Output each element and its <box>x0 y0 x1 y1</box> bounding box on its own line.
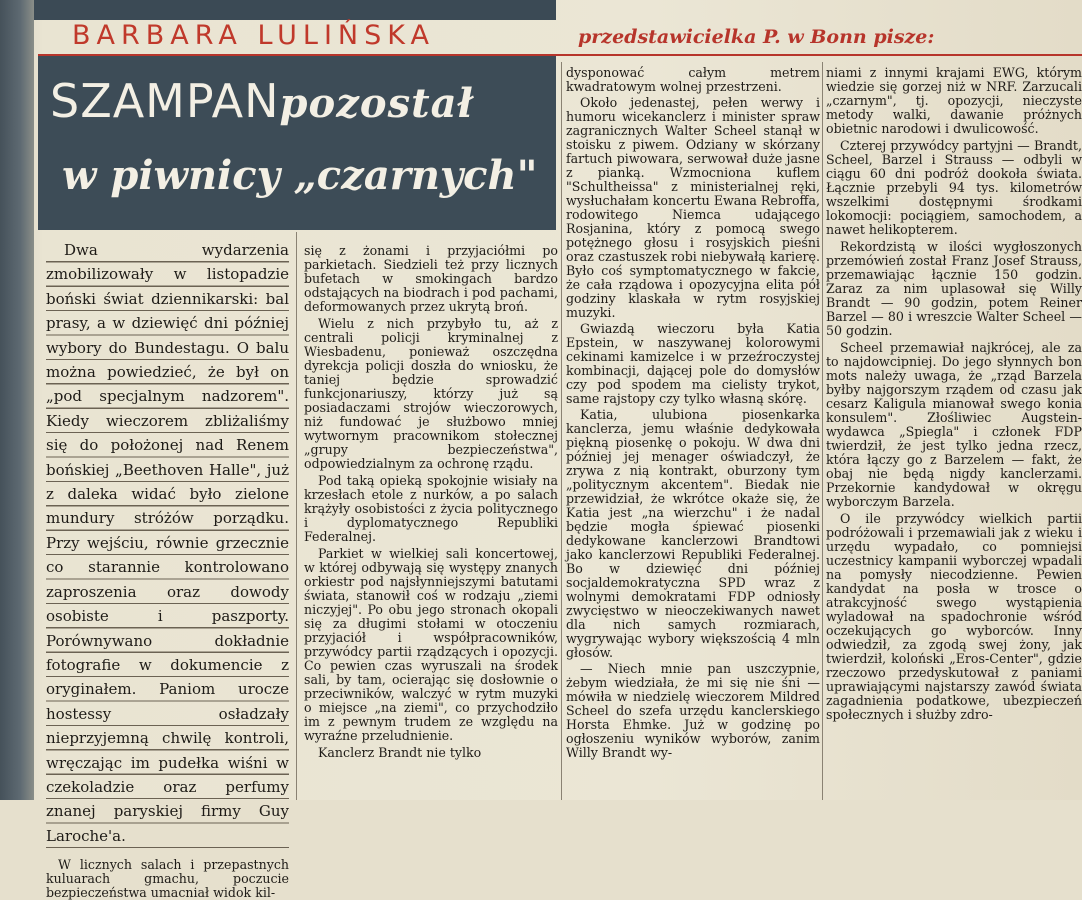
lead-paragraph: Dwa wydarzenia zmobilizowały w listopadzie boński świat dziennikarski: bal prasy, a w dziewięć dni później wybory do Bundestagu. O balu można powiedzieć, że był on „pod specjalnym nadzorem". Kiedy wieczorem zbliżaliśmy się do położonej nad Renem bońskiej „Beethoven Halle", już z daleka widać było zielone mundury stróżów porządku. Przy wejściu, równie grzecznie co starannie kontrolowano zaproszenia oraz dowody osobiste i paszporty. Porównywano dokładnie fotografie w dokumencie z oryginałem. Paniom urocze hostessy osładzały nieprzyjemną chwilę kontroli, wręczając im pudełka wiśni w czekoladzie oraz perfumy znanej paryskiej firmy Guy Laroche'a. <box>46 238 289 848</box>
column-divider <box>296 232 297 800</box>
article-paragraph: Około jedenastej, pełen werwy i humoru wicekanclerz i minister spraw zagranicznych Walter Scheel stanął w stoisku z piwem. Odziany w skórzany fartuch piwowara, serwował duże jasne z pianką. Wzmocniona kuflem "Schultheissa" z ministerialnej ręki, wysłuchałam koncertu Ewana Rebroffa, rodowitego Niemca udającego Rosjanina, który z pomocą swego potężnego głosu i rosyjskich pieśni oraz czastuszek robi niebywałą karierę. Było coś symptomatycznego w fakcie, że cała rządowa i opozycyjna elita pół godziny klaskała w rytm rosyjskiej muzyki. <box>566 95 820 320</box>
page-edge-shadow <box>0 0 34 800</box>
headline-line-2: w piwnicy „czarnych" <box>62 152 538 199</box>
article-column-4 <box>826 66 1082 725</box>
article-paragraph: Parkiet w wielkiej sali koncertowej, w której odbywają się występy znanych orkiestr pod najsłynniejszymi batutami świata, stanowił coś w rodzaju „ziemi niczyjej". Po obu jego stronach okopali się za długimi stołami w otoczeniu przyjaciół i współpracowników, przywódcy partii rządzących i opozycji. Co pewien czas wyruszali na środek sali, by tam, ocierając się dosłownie o przeciwników, walczyć w rytm muzyki o miejsce „na ziemi", co przychodziło im z pewnym trudem ze względu na wyraźne przeludnienie. <box>304 546 558 743</box>
header-dark-band <box>34 0 556 20</box>
article-paragraph: Wielu z nich przybyło tu, aż z centrali policji kryminalnej z Wiesbadenu, ponieważ oszczędna dyrekcja policji doszła do wniosku, że taniej będzie sprowadzić funkcjonariuszy, którzy już są posiadaczami strojów wieczorowych, niż fundować je służbowo mniej wytwornym pracownikom stołecznej „grupy bezpieczeństwa", odpowiedzialnym za ochronę rządu. <box>304 316 558 471</box>
author-role: przedstawicielka P. w Bonn pisze: <box>578 26 935 48</box>
article-paragraph: dysponować całym metrem kwadratowym wolnej przestrzeni. <box>566 65 820 94</box>
article-column-3 <box>566 66 820 762</box>
headline-script-word: pozostał <box>279 80 474 127</box>
article-paragraph: Kanclerz Brandt nie tylko <box>318 745 482 760</box>
article-paragraph: Scheel przemawiał najkrócej, ale za to najdowcipniej. Do jego słynnych bon mots należy uwaga, że „rząd Barzela byłby najgorszym rządem od czasu jak cesarz Kaligula mianował swego konia konsulem". Złośliwiec Augstein-wydawca „Spiegla" i członek FDP twierdził, że jest tylko jedna rzecz, która łączy go z Barzelem — fakt, że obaj nie będą nigdy kanclerzami. Przekornie kandydował w okręgu wyborczym Barzela. <box>826 340 1082 509</box>
headline-word: SZAMPAN <box>50 74 280 128</box>
article-paragraph: W licznych salach i przepastnych kuluarach gmachu, poczucie bezpieczeństwa umacniał widok kil- <box>46 857 289 900</box>
article-paragraph: Katia, ulubiona piosenkarka kanclerza, jemu właśnie dedykowała piękną piosenkę o pokoju. W dwa dni później jej menager oświadczył, że zrywa z nią kontrakt, oburzony tym „politycznym akcentem". Biedak nie przewidział, że wkrótce okaże się, że Katia jest „na wierzchu" i że nadal będzie mogła śpiewać piosenki dedykowane kanclerzowi Brandtowi jako kanclerzowi Republiki Federalnej. Bo w dziewięć dni później socjaldemokratyczna SPD wraz z wolnymi demokratami FDP odniosły zwycięstwo w nieoczekiwanych nawet dla nich samych rozmiarach, wygrywając wybory większością 4 mln głosów. <box>566 407 820 660</box>
article-paragraph: Czterej przywódcy partyjni — Brandt, Scheel, Barzel i Strauss — odbyli w ciągu 60 dni podróż dookoła świata. Łącznie przebyli 94 tys. kilometrów wszelkimi dostępnymi środkami lokomocji: pociągiem, samochodem, a nawet helikopterem. <box>826 138 1082 237</box>
article-paragraph: Gwiazdą wieczoru była Katia Epstein, w naszywanej kolorowymi cekinami kamizelce i w przeźroczystej kombinacji, dającej pole do domysłów czy pod spodem ma cielisty trykot, same rajstopy czy tylko własną skórę. <box>566 321 820 406</box>
column-divider <box>561 62 562 800</box>
author-name: BARBARA LULIŃSKA <box>72 20 435 51</box>
article-paragraph: Rekordzistą w ilości wygłoszonych przemówień został Franz Josef Strauss, przemawiając łącznie 150 godzin. Zaraz za nim uplasował się Willy Brandt — 90 godzin, potem Reiner Barzel — 80 i wreszcie Walter Scheel — 50 godzin. <box>826 239 1082 338</box>
article-paragraph: — Niech mnie pan uszczypnie, żebym wiedziała, że mi się nie śni — mówiła w niedzielę wieczorem Mildred Scheel do szefa urzędu kanclerskiego Horsta Ehmke. Już w godzinę po ogłoszeniu wyników wyborów, zanim Willy Brandt wy- <box>566 661 820 760</box>
column-divider <box>822 62 823 800</box>
article-column-1 <box>46 238 289 900</box>
article-column-2 <box>304 244 558 763</box>
headline-line-1 <box>50 74 474 128</box>
article-paragraph: niami z innymi krajami EWG, którym wiedzie się gorzej niż w NRF. Zarzucali „czarnym", tj. opozycji, nieczyste metody walki, dawanie próżnych obietnic narodowi i dwulicowość. <box>826 65 1082 136</box>
article-paragraph: O ile przywódcy wielkich partii podróżowali i przemawiali jak z wieku i urzędu wypadało, co pomniejsi uczestnicy kampanii wyborczej wpadali na pomysły niecodzienne. Pewien kandydat na posła w trosce o atrakcyjność swego wystąpienia wyladował na spadochronie wśród oczekujących go wyborców. Inny odwiedził, za zgodą swej żony, jak twierdził, koloński „Eros-Center", gdzie rzeczowo przedyskutował z paniami uprawiającymi najstarszy zawód świata zagadnienia podatkowe, ubezpieczeń społecznych i służby zdro- <box>826 511 1082 722</box>
article-paragraph: Pod taką opieką spokojnie wisiały na krzesłach etole z nurków, a po salach krążyły osobistości z życia politycznego i dyplomatycznego Republiki Federalnej. <box>304 473 558 544</box>
article-paragraph: się z żonami i przyjaciółmi po parkietach. Siedzieli też przy licznych bufetach w smokingach bardzo odstających na biodrach i pod pachami, deformowanych przez ukrytą broń. <box>304 243 558 314</box>
